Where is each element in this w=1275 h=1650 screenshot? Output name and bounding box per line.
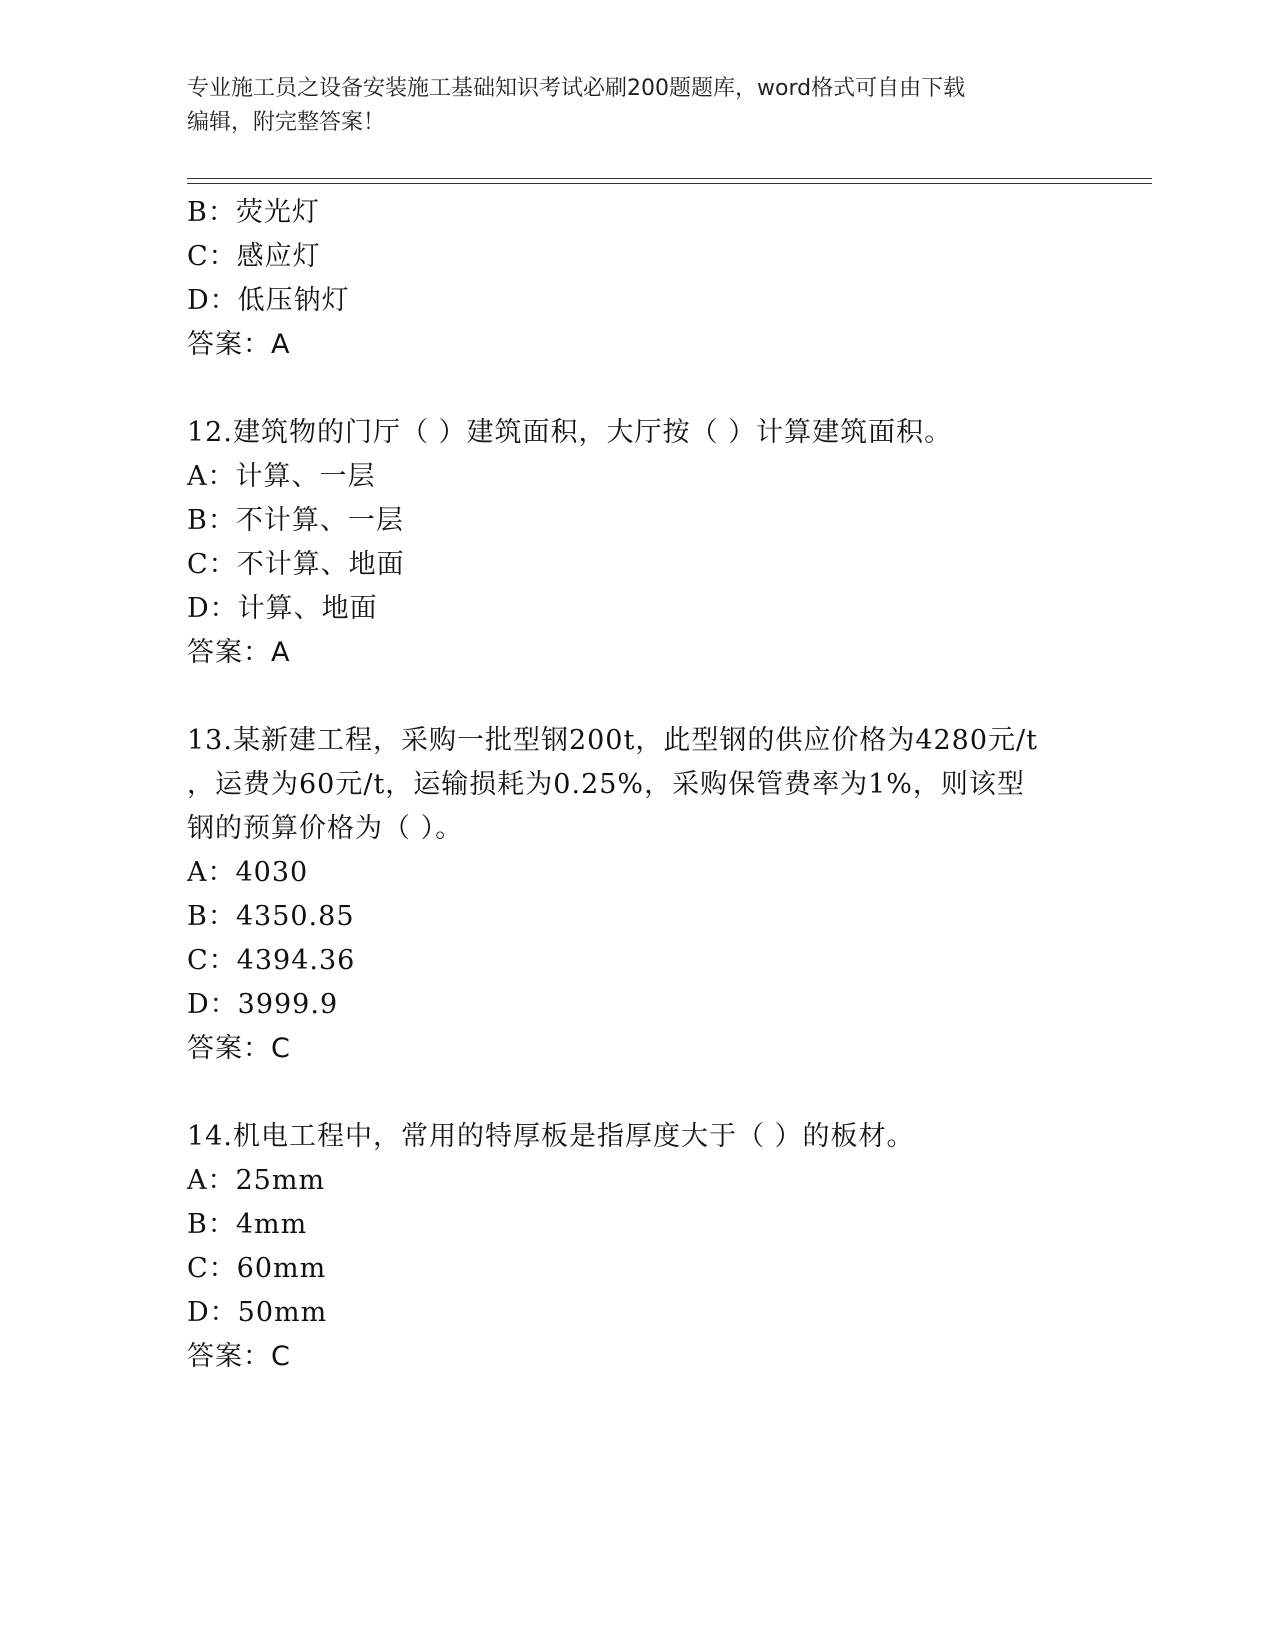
header-line-2: 编辑，附完整答案！ [187, 110, 386, 135]
header-divider-top [187, 178, 1152, 179]
header-divider-bottom [187, 183, 1152, 184]
q13-question-line-1: 13.某新建工程，采购一批型钢200t，此型钢的供应价格为4280元/t [187, 725, 1038, 756]
q12-question: 12.建筑物的门厅（ ）建筑面积，大厅按（ ）计算建筑面积。 [187, 417, 953, 448]
q13-option-c: C：4394.36 [187, 945, 356, 976]
q14-option-b: B：4mm [187, 1209, 308, 1240]
q13-question-line-3: 钢的预算价格为（ ）。 [187, 813, 464, 844]
q14-answer: 答案：C [187, 1341, 291, 1372]
q11-answer: 答案：A [187, 329, 291, 360]
q12-option-c: C：不计算、地面 [187, 549, 405, 580]
q12-option-b: B：不计算、一层 [187, 505, 404, 536]
q14-option-a: A：25mm [187, 1165, 326, 1196]
q14-option-d: D：50mm [187, 1297, 328, 1328]
q11-option-b: B：荧光灯 [187, 197, 320, 228]
q13-answer: 答案：C [187, 1033, 291, 1064]
q13-option-d: D：3999.9 [187, 989, 339, 1020]
q13-question-line-2: ，运费为60元/t，运输损耗为0.25%，采购保管费率为1%，则该型 [187, 769, 1025, 800]
q11-option-c: C：感应灯 [187, 241, 321, 272]
q12-option-a: A：计算、一层 [187, 461, 376, 492]
document-header [187, 72, 1087, 140]
q11-option-d: D：低压钠灯 [187, 285, 350, 316]
q13-option-a: A：4030 [187, 857, 309, 888]
q12-option-d: D：计算、地面 [187, 593, 378, 624]
q12-answer: 答案：A [187, 637, 291, 668]
q14-option-c: C：60mm [187, 1253, 327, 1284]
q13-option-b: B：4350.85 [187, 901, 355, 932]
q14-question: 14.机电工程中，常用的特厚板是指厚度大于（ ）的板材。 [187, 1121, 915, 1152]
header-line-1: 专业施工员之设备安装施工基础知识考试必刷200题题库，word格式可自由下载 [187, 76, 966, 101]
